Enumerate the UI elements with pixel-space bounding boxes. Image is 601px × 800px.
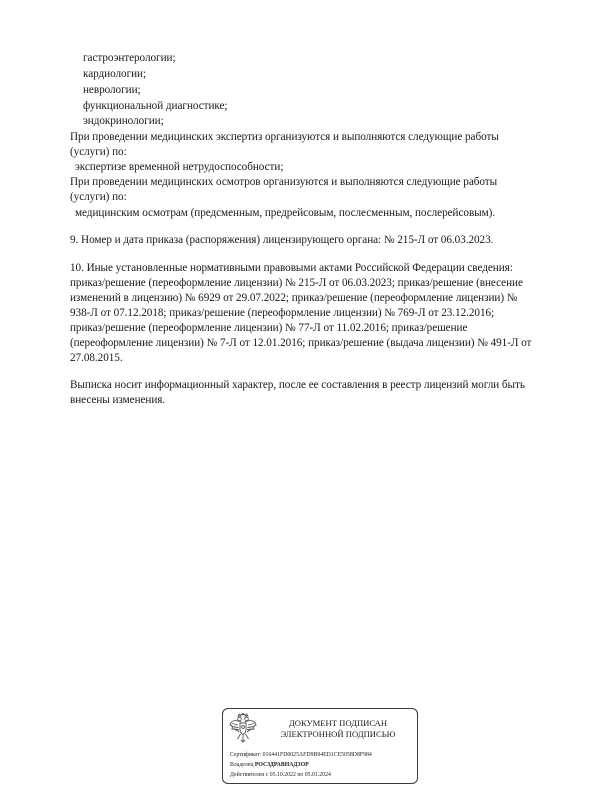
document-line: функциональной диагностике; [83, 100, 228, 112]
document-line: 9. Номер и дата приказа (распоряжения) лицензирующего органа: № 215-Л от 06.03.2023. [70, 234, 494, 246]
document-line: (услуги) по: [70, 146, 127, 158]
document-line: внесены изменения. [70, 394, 166, 406]
signature-title-line2: ЭЛЕКТРОННОЙ ПОДПИСЬЮ [280, 729, 396, 739]
document-line: 27.08.2015. [70, 352, 123, 364]
document-line: Выписка носит информационный характер, после ее составления в реестр лицензий могли быть [70, 379, 525, 391]
signature-owner-row [230, 762, 309, 769]
double-headed-eagle-emblem-icon [229, 713, 257, 743]
owner-label: Владелец [230, 762, 254, 768]
document-line: неврологии; [83, 84, 141, 96]
document-line: гастроэнтерологии; [83, 52, 176, 64]
document-line: приказ/решение (переоформление лицензии) № 77-Л от 11.02.2016; приказ/решение [70, 322, 468, 334]
document-line: 10. Иные установленные нормативными правовыми актами Российской Федерации сведения: [70, 262, 513, 274]
document-line: 938-Л от 07.12.2018; приказ/решение (переоформление лицензии) № 769-Л от 23.12.2016; [70, 307, 495, 319]
document-line: медицинским осмотрам (предсменным, предрейсовым, послесменным, послерейсовым). [75, 207, 496, 219]
electronic-signature-stamp [222, 708, 418, 784]
certificate-number: 016441FD0025AFD9B94ED1CE5058D8F984 [262, 752, 372, 758]
document-line: (услуги) по: [70, 191, 127, 203]
certificate-label: Сертификат: [230, 752, 262, 758]
document-line: При проведении медицинских осмотров организуются и выполняются следующие работы [70, 176, 498, 188]
document-line: изменений в лицензию) № 6929 от 29.07.2022; приказ/решение (переоформление лицензии) № [70, 292, 518, 304]
signature-validity: Действителен с 05.10.2022 по 05.01.2024 [230, 772, 331, 778]
document-line: экспертизе временной нетрудоспособности; [75, 161, 284, 173]
document-line: эндокринологии; [83, 115, 164, 127]
document-line: При проведении медицинских экспертиз организуются и выполняются следующие работы [70, 131, 499, 143]
owner-name: РОСЗДРАВНАДЗОР [254, 762, 309, 768]
document-line: кардиологии; [83, 68, 147, 80]
signature-title-line1: ДОКУМЕНТ ПОДПИСАН [288, 718, 388, 728]
signature-certificate-row [230, 752, 372, 759]
document-line: приказ/решение (переоформление лицензии) № 215-Л от 06.03.2023; приказ/решение (внесение [70, 277, 523, 289]
document-line: (переоформление лицензии) № 7-Л от 12.01.2016; приказ/решение (выдача лицензии) № 491-Л от [70, 337, 532, 349]
